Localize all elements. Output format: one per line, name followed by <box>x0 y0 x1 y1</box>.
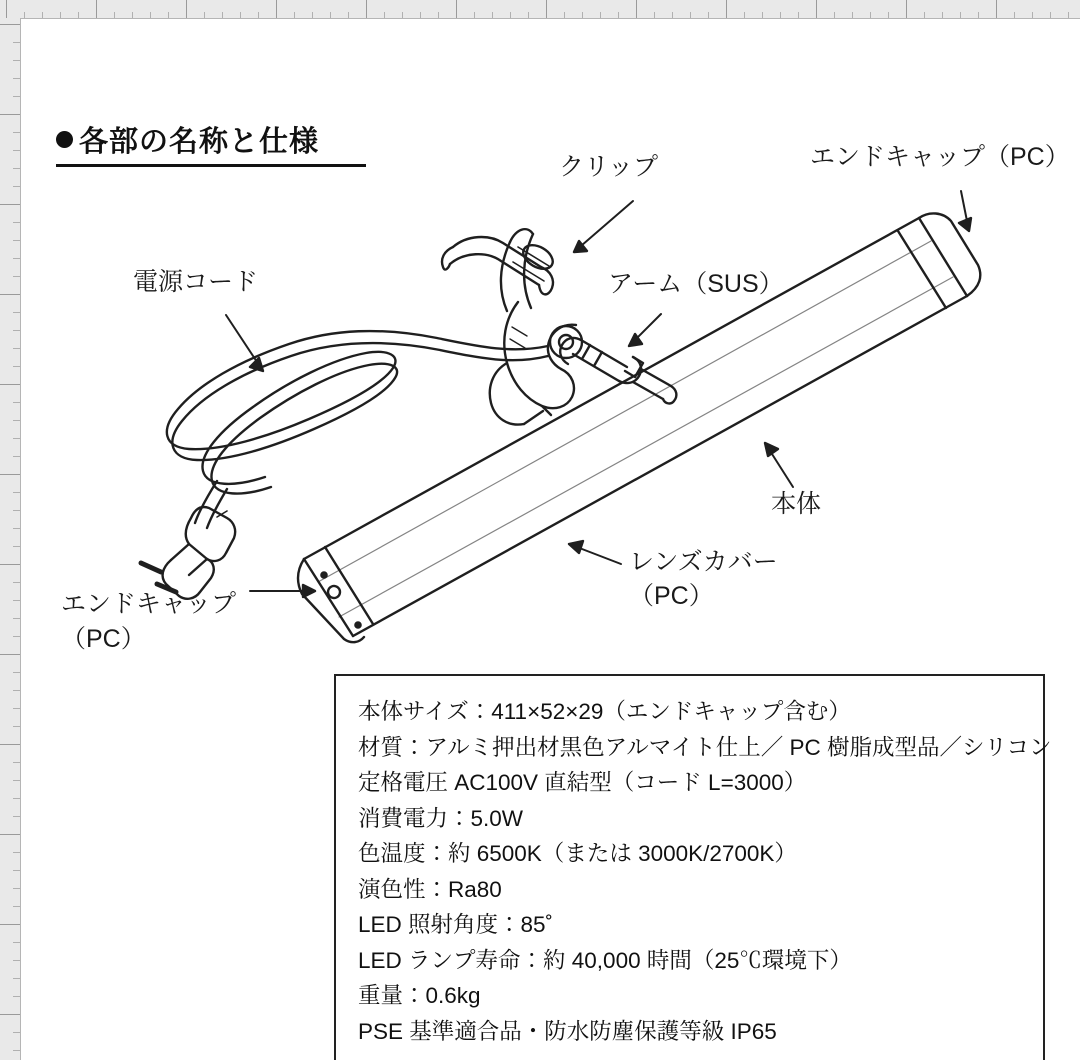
ruler-tick <box>42 12 43 18</box>
ruler-tick <box>474 12 475 18</box>
ruler-tick <box>798 12 799 18</box>
ruler-tick <box>13 528 20 529</box>
ruler-tick <box>0 474 20 475</box>
page-title-text: 各部の名称と仕様 <box>79 126 320 158</box>
ruler-tick <box>13 600 20 601</box>
ruler-tick <box>888 12 889 18</box>
ruler-tick <box>13 456 20 457</box>
ruler-tick <box>780 12 781 18</box>
ruler-tick <box>13 276 20 277</box>
ruler-tick <box>0 924 20 925</box>
ruler-tick <box>852 12 853 18</box>
ruler-tick <box>0 204 20 205</box>
ruler-tick <box>13 798 20 799</box>
ruler-tick <box>13 672 20 673</box>
ruler-tick <box>0 24 20 25</box>
ruler-tick <box>942 12 943 18</box>
spec-line-lifetime: LED ランプ寿命：約 40,000 時間（25℃環境下） <box>358 947 852 973</box>
ruler-tick <box>13 492 20 493</box>
ruler-tick <box>762 12 763 18</box>
ruler-tick <box>636 0 637 18</box>
ruler-tick <box>924 12 925 18</box>
ruler-tick <box>438 12 439 18</box>
ruler-tick <box>996 0 997 18</box>
ruler-tick <box>13 222 20 223</box>
ruler-tick <box>114 12 115 18</box>
ruler-tick <box>0 744 20 745</box>
ruler-tick <box>13 852 20 853</box>
ruler-tick <box>312 12 313 18</box>
callout-label-power-cord: 電源コード <box>133 268 259 296</box>
ruler-tick <box>186 0 187 18</box>
ruler-tick <box>420 12 421 18</box>
ruler-tick <box>654 12 655 18</box>
ruler-tick <box>13 906 20 907</box>
spec-line-color-temp: 色温度：約 6500K（または 3000K/2700K） <box>358 841 797 867</box>
ruler-tick <box>13 636 20 637</box>
ruler-tick <box>276 0 277 18</box>
ruler-tick <box>222 12 223 18</box>
ruler-tick <box>330 12 331 18</box>
ruler-tick <box>294 12 295 18</box>
ruler-tick <box>1050 12 1051 18</box>
ruler-tick <box>744 12 745 18</box>
ruler-tick <box>1014 12 1015 18</box>
ruler-tick <box>78 12 79 18</box>
ruler-tick <box>13 60 20 61</box>
ruler-vertical[interactable] <box>0 18 21 1060</box>
ruler-tick <box>13 420 20 421</box>
spec-line-power: 消費電力：5.0W <box>358 805 524 831</box>
callout-label-arm: アーム（SUS） <box>608 270 784 298</box>
ruler-tick <box>13 780 20 781</box>
ruler-tick <box>0 114 20 115</box>
ruler-tick <box>13 312 20 313</box>
ruler-tick <box>690 12 691 18</box>
document-canvas <box>21 19 1080 1060</box>
ruler-tick <box>546 0 547 18</box>
ruler-tick <box>13 816 20 817</box>
ruler-tick <box>13 186 20 187</box>
ruler-tick <box>0 564 20 565</box>
ruler-tick <box>456 0 457 18</box>
ruler-tick <box>13 258 20 259</box>
ruler-tick <box>960 12 961 18</box>
ruler-tick <box>13 402 20 403</box>
ruler-tick <box>13 978 20 979</box>
spec-line-material: 材質：アルミ押出材黒色アルマイト仕上／ PC 樹脂成型品／シリコン <box>358 734 1052 760</box>
ruler-tick <box>13 78 20 79</box>
ruler-tick <box>726 0 727 18</box>
ruler-tick <box>366 0 367 18</box>
filled-circle-bullet-icon <box>56 131 73 148</box>
callout-label-clip: クリップ <box>559 153 659 181</box>
ruler-tick <box>600 12 601 18</box>
spec-line-voltage: 定格電圧 AC100V 直結型（コード L=3000） <box>358 770 807 796</box>
spec-line-cri: 演色性：Ra80 <box>358 876 502 902</box>
ruler-tick <box>204 12 205 18</box>
spec-line-size: 本体サイズ：411×52×29（エンドキャップ含む） <box>358 699 851 724</box>
ruler-horizontal[interactable] <box>0 0 1080 19</box>
ruler-tick <box>1068 12 1069 18</box>
ruler-tick <box>13 150 20 151</box>
ruler-tick <box>13 582 20 583</box>
ruler-tick <box>582 12 583 18</box>
ruler-tick <box>816 0 817 18</box>
ruler-tick <box>0 1014 20 1015</box>
ruler-tick <box>13 996 20 997</box>
ruler-tick <box>906 0 907 18</box>
ruler-tick <box>870 12 871 18</box>
ruler-tick <box>13 870 20 871</box>
ruler-tick <box>168 12 169 18</box>
ruler-tick <box>150 12 151 18</box>
callout-label-end-cap-top: エンドキャップ（PC） <box>810 143 1070 171</box>
ruler-tick <box>13 960 20 961</box>
ruler-tick <box>132 12 133 18</box>
callout-label-end-cap-bottom: エンドキャップ <box>61 590 237 618</box>
ruler-tick <box>13 366 20 367</box>
ruler-tick <box>402 12 403 18</box>
ruler-tick <box>60 12 61 18</box>
ruler-tick <box>13 1032 20 1033</box>
spec-line-certification: PSE 基準適合品・防水防塵保護等級 IP65 <box>358 1018 777 1044</box>
ruler-tick <box>13 330 20 331</box>
ruler-tick <box>13 438 20 439</box>
callout-label-lens-cover: レンズカバー <box>629 548 778 576</box>
ruler-tick <box>0 384 20 385</box>
ruler-tick <box>0 294 20 295</box>
ruler-tick <box>384 12 385 18</box>
ruler-tick <box>13 708 20 709</box>
ruler-tick <box>564 12 565 18</box>
ruler-tick <box>13 618 20 619</box>
ruler-tick <box>13 942 20 943</box>
ruler-tick <box>13 510 20 511</box>
ruler-tick <box>492 12 493 18</box>
ruler-tick <box>708 12 709 18</box>
ruler-tick <box>13 132 20 133</box>
callout-label-lens-cover-sub: （PC） <box>629 582 714 610</box>
ruler-tick <box>13 726 20 727</box>
ruler-tick <box>510 12 511 18</box>
ruler-tick <box>13 546 20 547</box>
ruler-tick <box>6 0 7 18</box>
callout-label-body: 本体 <box>771 490 822 518</box>
ruler-tick <box>13 888 20 889</box>
spec-line-beam-angle: LED 照射角度：85˚ <box>358 912 554 938</box>
ruler-tick <box>13 762 20 763</box>
ruler-tick <box>348 12 349 18</box>
ruler-tick <box>13 168 20 169</box>
ruler-tick <box>0 834 20 835</box>
ruler-tick <box>1032 12 1033 18</box>
ruler-tick <box>978 12 979 18</box>
ruler-tick <box>13 42 20 43</box>
specification-box <box>334 674 1052 1060</box>
ruler-tick <box>13 690 20 691</box>
ruler-tick <box>834 12 835 18</box>
page-title <box>56 119 366 167</box>
callout-label-end-cap-bottom-sub: （PC） <box>61 625 146 653</box>
ruler-tick <box>96 0 97 18</box>
spec-line-weight: 重量：0.6kg <box>358 983 481 1009</box>
ruler-tick <box>24 12 25 18</box>
ruler-tick <box>13 240 20 241</box>
ruler-tick <box>13 96 20 97</box>
ruler-tick <box>672 12 673 18</box>
ruler-tick <box>0 654 20 655</box>
ruler-tick <box>258 12 259 18</box>
ruler-tick <box>240 12 241 18</box>
ruler-tick <box>528 12 529 18</box>
ruler-tick <box>13 348 20 349</box>
ruler-tick <box>13 1050 20 1051</box>
ruler-tick <box>618 12 619 18</box>
